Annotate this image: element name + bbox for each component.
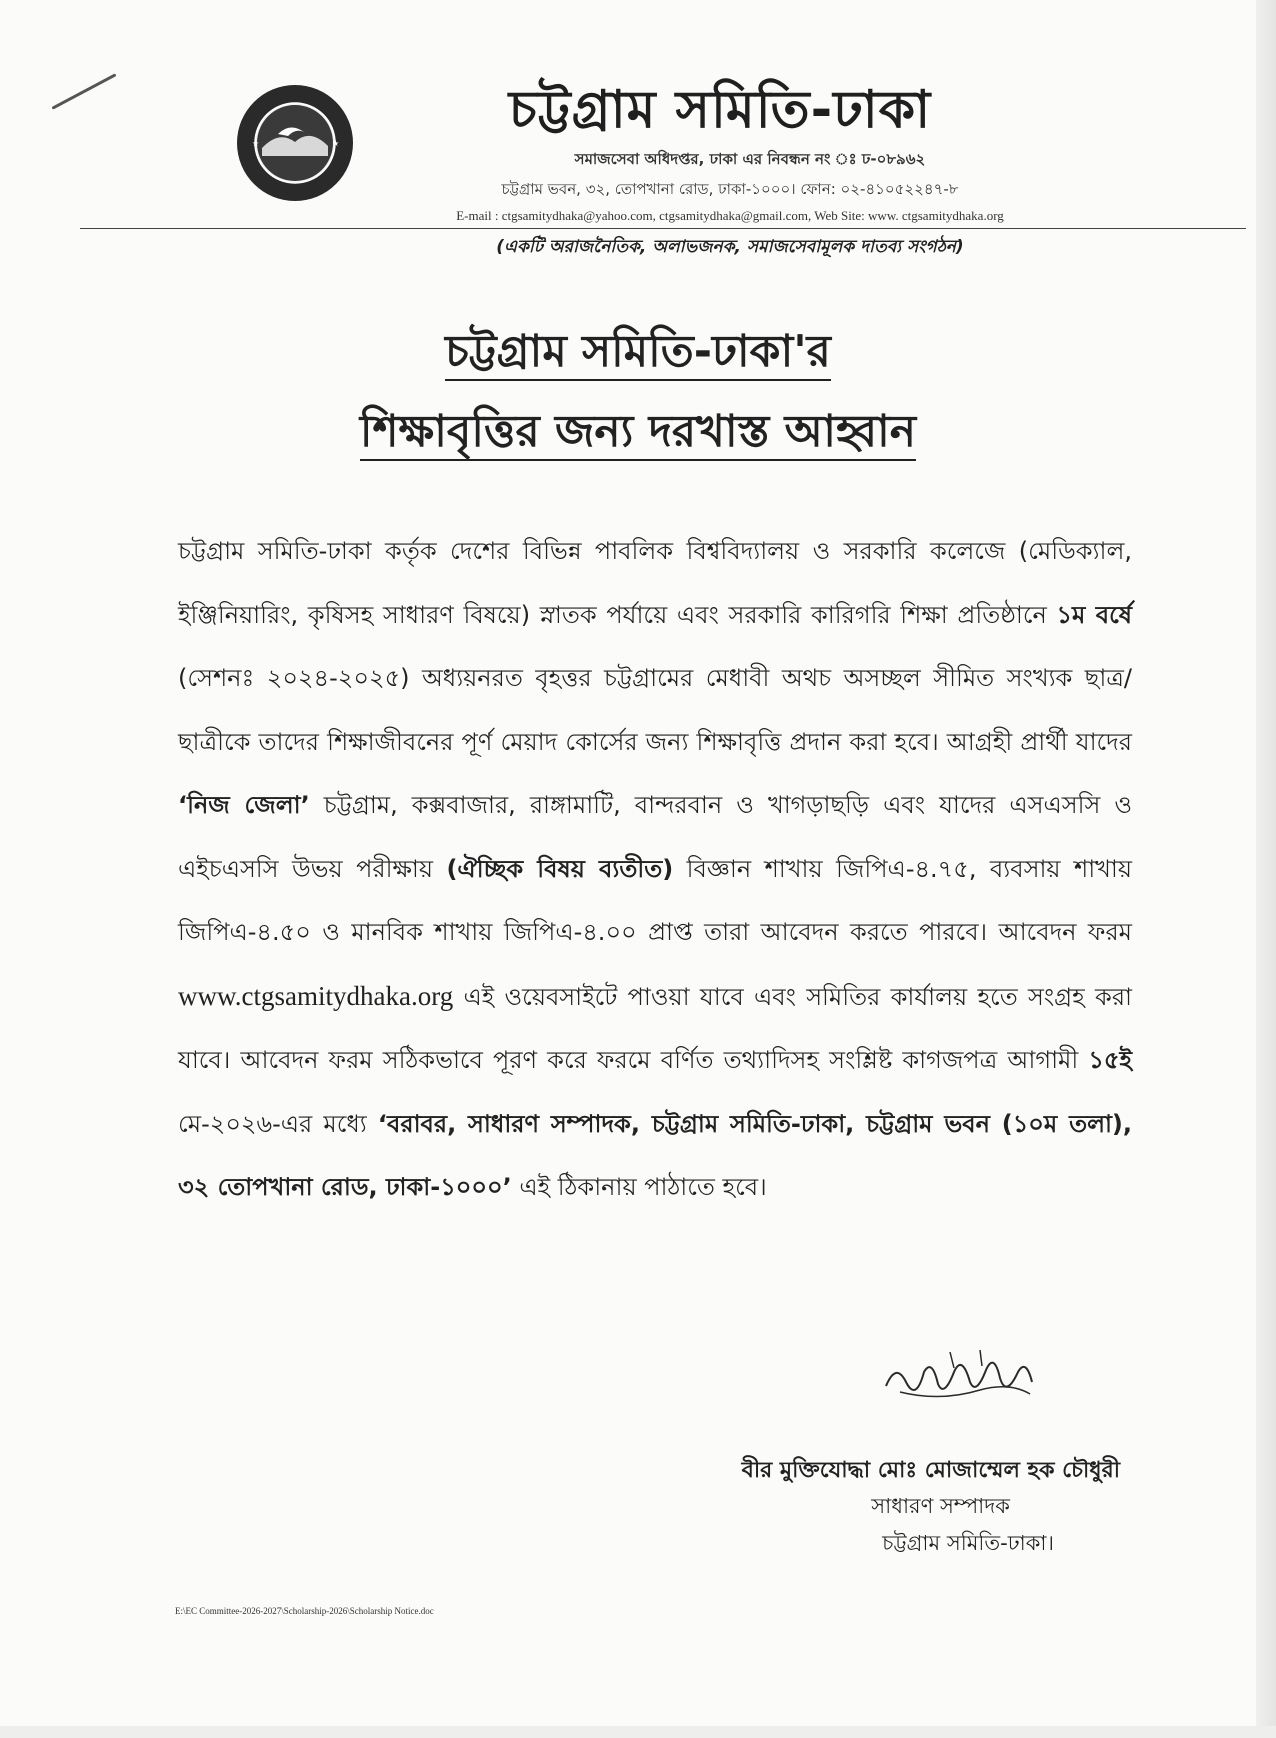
organization-logo xyxy=(234,82,356,204)
notice-body xyxy=(178,520,1132,1220)
footer-file-path: E:\EC Committee-2026-2027\Scholarship-2026\Scholarship Notice.doc xyxy=(175,1606,434,1616)
header-divider xyxy=(80,228,1246,229)
body-text-segment: মে-২০২৬-এর মধ্যে xyxy=(178,1109,378,1138)
registration-number: সমাজসেবা অধিদপ্তর, ঢাকা এর নিবন্ধন নং ঃ ঢ-০৮৯৬২ xyxy=(574,150,926,168)
svg-text:★: ★ xyxy=(332,139,340,148)
signer-name: বীর মুক্তিযোদ্ধা মোঃ মোজাম্মেল হক চৌধুরী xyxy=(741,1458,1120,1483)
notice-title-text-2: শিক্ষাবৃত্তির জন্য দরখাস্ত আহ্বান xyxy=(360,406,916,461)
svg-text:★: ★ xyxy=(252,139,260,148)
body-bold-district: ‘নিজ জেলা’ xyxy=(178,791,310,819)
signer-designation: সাধারণ সম্পাদক xyxy=(871,1494,1010,1518)
notice-title-line-2 xyxy=(300,398,976,471)
body-text-segment: এই ঠিকানায় পাঠাতে হবে। xyxy=(511,1173,767,1201)
organization-name: চট্টগ্রাম সমিতি-ঢাকা xyxy=(508,80,932,140)
body-bold-year: ১ম বর্ষে xyxy=(1056,600,1132,629)
pen-mark xyxy=(52,73,117,109)
body-text-segment: চট্টগ্রাম সমিতি-ঢাকা কর্তৃক দেশের বিভিন্ন পাবলিক বিশ্ববিদ্যালয় ও সরকারি কলেজে (মেডিক্যাল, ইঞ্জিনিয়ারিং, কৃষিসহ সাধারণ বিষয়ে) স্নাতক পর্যায়ে এবং সরকারি কারিগরি শিক্ষা প্রতিষ্ঠানে xyxy=(178,537,1132,629)
signer-organization: চট্টগ্রাম সমিতি-ঢাকা। xyxy=(882,1531,1054,1555)
body-text-segment: এই ওয়েবসাইটে পাওয়া যাবে এবং সমিতির কার্যালয় হতে সংগ্রহ করা যাবে। আবেদন ফরম সঠিকভাবে পূরণ করে ফরমে বর্ণিত তথ্যাদিসহ সংশ্লিষ্ট কাগজপত্র আগামী xyxy=(178,982,1132,1074)
paper-edge xyxy=(1256,0,1276,1738)
paper-bottom-edge xyxy=(0,1726,1276,1738)
notice-title-line-1 xyxy=(300,318,976,391)
notice-title-text-1: চট্টগ্রাম সমিতি-ঢাকা'র xyxy=(445,326,831,381)
website-link[interactable]: www.ctgsamitydhaka.org xyxy=(178,980,454,1011)
body-text-segment: বিজ্ঞান শাখায় জিপিএ-৪.৭৫, ব্যবসায় শাখায় জিপিএ-৪.৫০ ও মানবিক শাখায় জিপিএ-৪.০০ প্রাপ্ত তারা আবেদন করতে পারবে। আবেদন ফরম xyxy=(178,854,1133,946)
body-text-segment: চট্টগ্রাম, কক্সবাজার, রাঙ্গামাটি, বান্দরবান ও খাগড়াছড়ি এবং যাদের এসএসসি ও এইচএসসি উভয় পরীক্ষায় xyxy=(178,791,1133,883)
address-line: চট্টগ্রাম ভবন, ৩২, তোপখানা রোড, ঢাকা-১০০০। ফোন: ০২-৪১০৫২২৪৭-৮ xyxy=(501,180,959,198)
body-bold-address: ‘বরাবর, সাধারণ সম্পাদক, চট্টগ্রাম সমিতি-ঢাকা, চট্টগ্রাম ভবন (১০ম তলা), ৩২ তোপখানা রোড, ঢাকা-১০০০’ xyxy=(178,1109,1133,1201)
body-bold-exception: (ঐচ্ছিক বিষয় ব্যতীত) xyxy=(446,854,674,883)
body-text-segment: (সেশনঃ ২০২৪-২০২৫) অধ্যয়নরত বৃহত্তর চট্টগ্রামের মেধাবী অথচ অসচ্ছল সীমিত সংখ্যক ছাত্র/ছাত্রীকে তাদের শিক্ষাজীবনের পূর্ণ মেয়াদ কোর্সের জন্য শিক্ষাবৃত্তি প্রদান করা হবে। আগ্রহী প্রার্থী যাদের xyxy=(178,664,1132,756)
body-bold-deadline: ১৫ই xyxy=(1088,1046,1132,1074)
organization-tagline: (একটি অরাজনৈতিক, অলাভজনক, সমাজসেবামূলক দাতব্য সংগঠন) xyxy=(496,237,964,257)
contact-line: E-mail : ctgsamitydhaka@yahoo.com, ctgsamitydhaka@gmail.com, Web Site: www. ctgsamitydhaka.org xyxy=(456,208,1004,223)
handwritten-signature xyxy=(880,1342,1040,1412)
